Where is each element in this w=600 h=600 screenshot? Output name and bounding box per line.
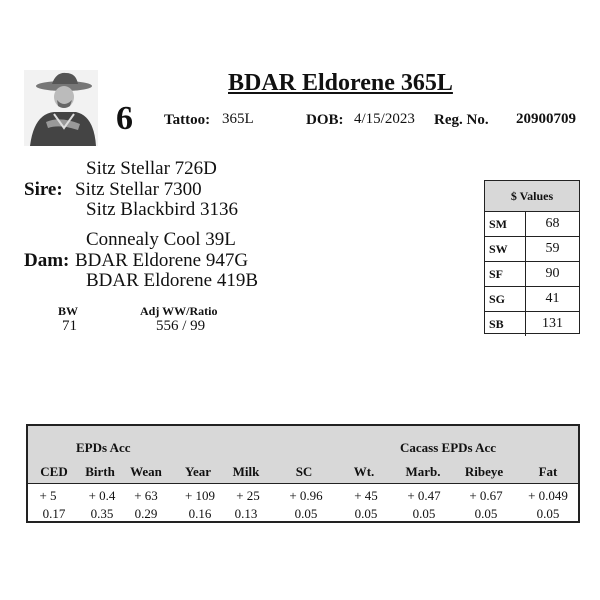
dam-name: BDAR Eldorene 947G <box>75 250 249 271</box>
epd-accuracy: 0.16 <box>188 506 212 521</box>
epd-col-header: Wt. <box>353 464 375 479</box>
dollar-values-title: $ Values <box>485 181 579 212</box>
dob-value: 4/15/2023 <box>354 111 415 127</box>
sire-name: Sitz Stellar 7300 <box>75 179 202 200</box>
epd-group-label: EPDs Acc <box>76 440 131 455</box>
dollar-value-key: SW <box>485 237 526 261</box>
sire-dam: Sitz Blackbird 3136 <box>86 199 238 220</box>
cowboy-logo <box>24 70 98 146</box>
epd-value: + 109 <box>184 488 216 503</box>
epd-col-header: Marb. <box>405 464 441 479</box>
epd-col-header: SC <box>295 464 313 479</box>
epd-col-header: Birth <box>85 464 115 479</box>
epd-value: + 0.47 <box>407 488 441 503</box>
dollar-value-key: SB <box>485 312 526 336</box>
dollar-value-key: SM <box>485 212 526 236</box>
epd-value: + 0.4 <box>88 488 116 503</box>
dollar-value-row <box>485 261 579 286</box>
tattoo-value: 365L <box>222 111 254 127</box>
dollar-value: 41 <box>545 291 560 306</box>
bw-label: BW <box>58 304 79 318</box>
reg-label: Reg. No. <box>434 112 489 128</box>
ww-value: 556 / 99 <box>156 318 206 334</box>
epd-accuracy: 0.05 <box>474 506 498 521</box>
epd-accuracy: 0.35 <box>90 506 114 521</box>
epd-col-header: Wean <box>130 464 162 479</box>
epd-accuracy: 0.05 <box>536 506 560 521</box>
epd-accuracy: 0.17 <box>42 506 66 521</box>
reg-value: 20900709 <box>516 111 576 127</box>
dollar-value-row <box>485 236 579 261</box>
epd-value: + 0.96 <box>289 488 323 503</box>
sire-label: Sire: <box>24 179 63 200</box>
dam-label: Dam: <box>24 250 70 271</box>
epd-col-header: CED <box>40 464 68 479</box>
epd-accuracy: 0.05 <box>294 506 318 521</box>
dollar-value-key: SG <box>485 287 526 311</box>
carcass-group-label: Cacass EPDs Acc <box>400 440 497 455</box>
epd-col-header: Year <box>185 464 211 479</box>
epd-col-header: Fat <box>538 464 558 479</box>
dollar-value: 90 <box>545 266 560 281</box>
epd-table <box>26 424 580 523</box>
dam-sire: Connealy Cool 39L <box>86 229 236 250</box>
dollar-value: 59 <box>545 241 560 256</box>
epd-accuracy: 0.05 <box>354 506 378 521</box>
epd-col-header: Ribeye <box>464 464 504 479</box>
dam-dam: BDAR Eldorene 419B <box>86 270 259 291</box>
epd-col-header: Milk <box>232 464 260 479</box>
tattoo-label: Tattoo: <box>164 112 211 128</box>
epd-accuracy: 0.05 <box>412 506 436 521</box>
dollar-values-box <box>484 180 580 334</box>
dollar-value: 68 <box>545 216 560 231</box>
epd-accuracy: 0.29 <box>134 506 158 521</box>
sire-sire: Sitz Stellar 726D <box>86 158 217 179</box>
epd-value: + 63 <box>134 488 158 503</box>
dollar-value-row <box>485 286 579 311</box>
ww-label: Adj WW/Ratio <box>140 304 218 318</box>
dollar-value-row <box>485 311 579 336</box>
dob-label: DOB: <box>306 112 344 128</box>
epd-value: + 25 <box>236 488 260 503</box>
epd-value: + 5 <box>39 488 57 503</box>
bw-value: 71 <box>62 318 77 334</box>
dollar-value: 131 <box>542 316 563 331</box>
lot-number: 6 <box>116 100 133 137</box>
animal-name: BDAR Eldorene 365L <box>228 70 453 96</box>
epd-value: + 0.049 <box>528 488 568 503</box>
epd-value: + 45 <box>354 488 378 503</box>
epd-value: + 0.67 <box>469 488 503 503</box>
dollar-value-key: SF <box>485 262 526 286</box>
epd-accuracy: 0.13 <box>234 506 258 521</box>
dollar-value-row <box>485 212 579 236</box>
